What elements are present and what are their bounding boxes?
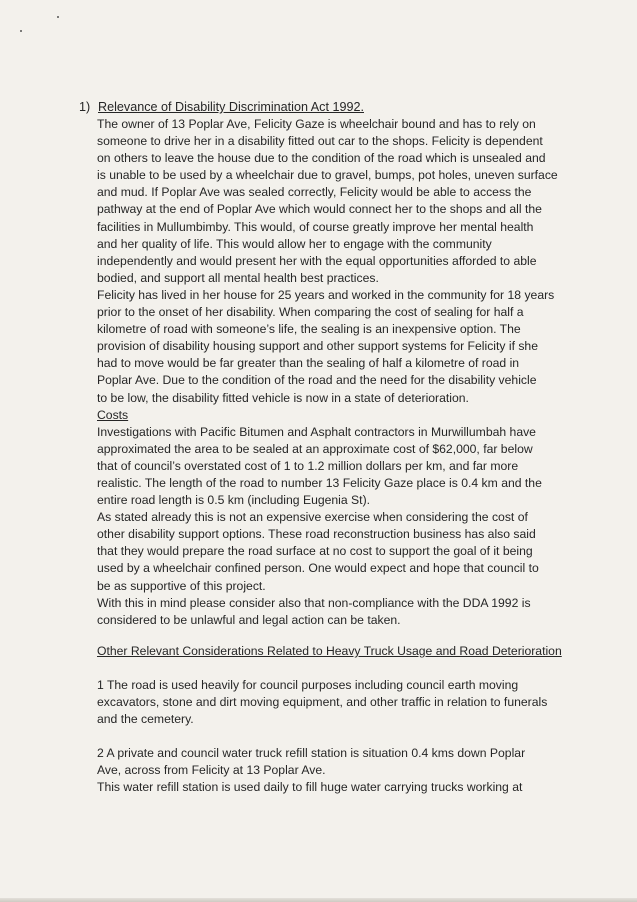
text-line: 2 A private and council water truck refill station is situation 0.4 kms down Poplar <box>97 746 526 760</box>
text-line: provision of disability housing support and other support systems for Felicity if she <box>97 339 538 354</box>
section-heading <box>79 99 364 116</box>
paragraph-costs <box>97 424 545 509</box>
section-number: 1) <box>79 100 91 114</box>
text-line: As stated already this is not an expensive exercise when considering the cost of <box>97 510 528 525</box>
text-line: approximated the area to be sealed at an approximate cost of $62,000, far below <box>97 441 533 456</box>
text-line: that they would prepare the road surface at no cost to support the goal of it being <box>97 544 533 559</box>
text-line: entire road length is 0.5 km (including Eugenia St). <box>97 493 371 508</box>
scan-speck <box>20 30 22 32</box>
text-line: to be low, the disability fitted vehicle is now in a state of deterioration. <box>97 390 469 405</box>
section-title: Relevance of Disability Discrimination Act 1992. <box>98 100 364 114</box>
text-line: had to move would be far greater than the sealing of half a kilometre of road in <box>97 356 520 371</box>
text-line: Felicity has lived in her house for 25 years and worked in the community for 18 years <box>97 287 555 302</box>
scan-speck <box>57 16 59 18</box>
text-line: on others to leave the house due to the condition of the road which is unsealed and <box>97 151 546 166</box>
text-line: Investigations with Pacific Bitumen and Asphalt contractors in Murwillumbah have <box>97 424 536 439</box>
text-line: Ave, across from Felicity at 13 Poplar Ave. <box>97 763 326 778</box>
text-line: and her quality of life. This would allow her to engage with the community <box>97 236 492 251</box>
text-line: and mud. If Poplar Ave was sealed correctly, Felicity would be able to access the <box>97 185 532 200</box>
text-line: kilometre of road with someone’s life, the sealing is an inexpensive option. The <box>97 322 521 337</box>
text-line: The owner of 13 Poplar Ave, Felicity Gaze is wheelchair bound and has to rely on <box>97 117 536 131</box>
text-line: independently and would present her with the equal opportunities afforded to able <box>97 253 537 268</box>
text-line: and the cemetery. <box>97 712 194 727</box>
text-line: excavators, stone and dirt moving equipment, and other traffic in relation to funerals <box>97 695 548 710</box>
paragraph-housing-history <box>97 287 555 407</box>
text-line: facilities in Mullumbimby. This would, of course greatly improve her mental health <box>97 219 534 234</box>
section2-heading <box>97 643 562 660</box>
text-line: is unable to be used by a wheelchair due to gravel, bumps, pot holes, uneven surface <box>97 168 558 183</box>
text-line: be as supportive of this project. <box>97 578 266 593</box>
paragraph-support-options <box>97 509 545 594</box>
text-line: realistic. The length of the road to number 13 Felicity Gaze place is 0.4 km and the <box>97 475 542 490</box>
text-line: used by a wheelchair confined person. One would expect and hope that council to <box>97 561 539 576</box>
item-council-usage <box>97 677 548 728</box>
text-line: This water refill station is used daily to fill huge water carrying trucks working at <box>97 780 523 795</box>
text-line: 1 The road is used heavily for council purposes including council earth moving <box>97 678 519 692</box>
section-body <box>97 116 558 629</box>
text-line: pathway at the end of Poplar Ave which would connect her to the shops and all the <box>97 202 542 217</box>
paragraph-dda-compliance <box>97 595 545 629</box>
text-line: Poplar Ave. Due to the condition of the road and the need for the disability vehicle <box>97 373 537 388</box>
text-line: that of council’s overstated cost of 1 to 1.2 million dollars per km, and far more <box>97 458 519 473</box>
text-line: someone to drive her in a disability fitted out car to the shops. Felicity is dependent <box>97 134 543 149</box>
paragraph-felicity-access <box>97 116 558 287</box>
text-line: considered to be unlawful and legal action can be taken. <box>97 612 401 627</box>
text-line: With this in mind please consider also that non-compliance with the DDA 1992 is <box>97 595 531 610</box>
text-line: other disability support options. These road reconstruction business has also said <box>97 527 536 542</box>
item-water-station <box>97 745 545 796</box>
costs-heading: Costs <box>97 407 129 422</box>
text-line: prior to the onset of her disability. When comparing the cost of sealing for half a <box>97 305 524 320</box>
text-line: bodied, and support all mental health best practices. <box>97 270 379 285</box>
scan-bottom-edge <box>0 898 637 902</box>
section2-title: Other Relevant Considerations Related to Heavy Truck Usage and Road Deterioration <box>97 644 562 658</box>
